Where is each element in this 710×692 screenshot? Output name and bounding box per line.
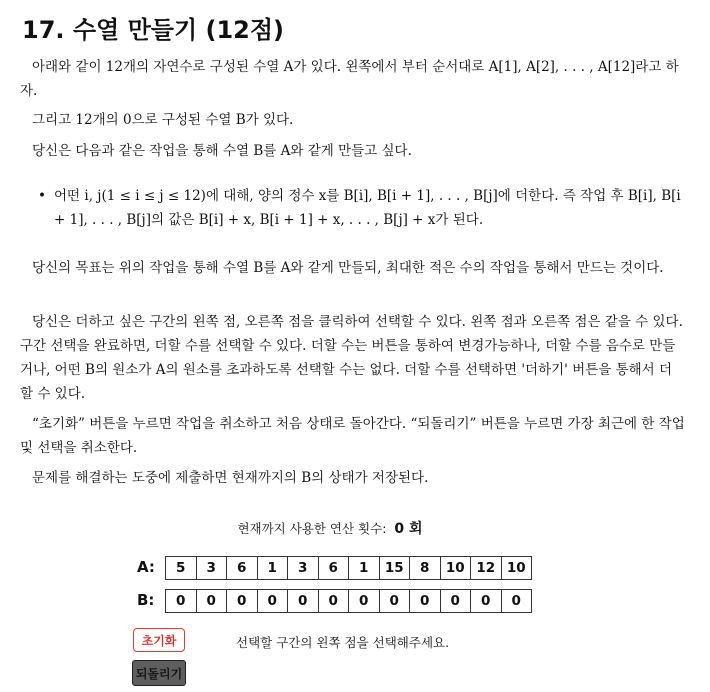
array-b-cell[interactable]: 0: [287, 589, 319, 613]
buttons-help-paragraph: “초기화” 버튼을 누르면 작업을 취소하고 처음 상태로 돌아간다. “되돌리기” 버튼을 누르면 가장 최근에 한 작업 및 선택을 취소한다.: [20, 416, 685, 456]
array-b-cell[interactable]: 0: [409, 589, 441, 613]
objective-paragraph: 당신의 목표는 위의 작업을 통해 수열 B를 A와 같게 만들되, 최대한 적은 수의 작업을 통해서 만드는 것이다.: [32, 260, 664, 276]
array-b-cell[interactable]: 0: [226, 589, 258, 613]
array-b: [165, 589, 532, 613]
status-message: 선택할 구간의 왼쪽 점을 선택해주세요.: [236, 635, 450, 650]
array-a-cell: 5: [165, 556, 197, 580]
array-b-cell[interactable]: 0: [257, 589, 289, 613]
array-a-label: A:: [137, 558, 155, 576]
counter-value: 0 회: [394, 521, 423, 537]
array-b-cell[interactable]: 0: [440, 589, 472, 613]
operation-counter: [0, 518, 660, 538]
array-a-cell: 3: [196, 556, 228, 580]
array-b-cell[interactable]: 0: [196, 589, 228, 613]
array-a-cell: 6: [318, 556, 350, 580]
array-a: [165, 556, 532, 580]
counter-label: 현재까지 사용한 연산 횟수:: [237, 521, 387, 536]
instructions-paragraph: 당신은 더하고 싶은 구간의 왼쪽 점, 오른쪽 점을 클릭하여 선택할 수 있다. 왼쪽 점과 오른쪽 점은 같을 수 있다. 구간 선택을 완료하면, 더할 수를 선택할 수 있다. 더할 수는 버튼을 통하여 변경가능하나, 더할 수를 음수로 만들거나, 어떤 B의 원소가 A의 원소를 초과하도록 선택할 수는 없다. 더할 수를 선택하면 '더하기' 버튼을 통해서 더할 수 있다.: [20, 314, 683, 402]
array-b-cell[interactable]: 0: [379, 589, 411, 613]
reset-button[interactable]: 초기화: [133, 628, 185, 652]
array-b-cell[interactable]: 0: [318, 589, 350, 613]
operation-rule-item: [38, 184, 683, 232]
array-b-cell[interactable]: 0: [470, 589, 502, 613]
array-a-cell: 15: [379, 556, 411, 580]
submit-note-paragraph: 문제를 해결하는 도중에 제출하면 현재까지의 B의 상태가 저장된다.: [32, 470, 429, 486]
undo-button[interactable]: 되돌리기: [132, 660, 186, 686]
bullet-dot-icon: •: [38, 188, 46, 204]
operation-rule-text: 어떤 i, j(1 ≤ i ≤ j ≤ 12)에 대해, 양의 정수 x를 B[i], B[i + 1], . . . , B[j]에 더한다. 즉 작업 후 B[i], B[i + 1], . . . , B[j]의 값은 B[i] + x, B[i + 1] + x, . . . , B[j] + x가 된다.: [54, 188, 681, 228]
array-a-cell: 8: [409, 556, 441, 580]
array-a-cell: 6: [226, 556, 258, 580]
array-a-cell: 10: [501, 556, 533, 580]
array-a-cell: 3: [287, 556, 319, 580]
array-a-cell: 1: [348, 556, 380, 580]
goal-intro-paragraph: 당신은 다음과 같은 작업을 통해 수열 B를 A와 같게 만들고 싶다.: [32, 143, 412, 159]
array-a-cell: 1: [257, 556, 289, 580]
problem-title: 17. 수열 만들기 (12점): [22, 16, 285, 44]
array-b-cell[interactable]: 0: [348, 589, 380, 613]
array-a-cell: 12: [470, 556, 502, 580]
array-b-cell[interactable]: 0: [501, 589, 533, 613]
array-b-cell[interactable]: 0: [165, 589, 197, 613]
sequence-b-paragraph: 그리고 12개의 0으로 구성된 수열 B가 있다.: [32, 112, 294, 128]
array-a-cell: 10: [440, 556, 472, 580]
intro-paragraph: 아래와 같이 12개의 자연수로 구성된 수열 A가 있다. 왼쪽에서 부터 순서대로 A[1], A[2], . . . , A[12]라고 하자.: [20, 59, 679, 99]
array-b-label: B:: [137, 591, 155, 609]
